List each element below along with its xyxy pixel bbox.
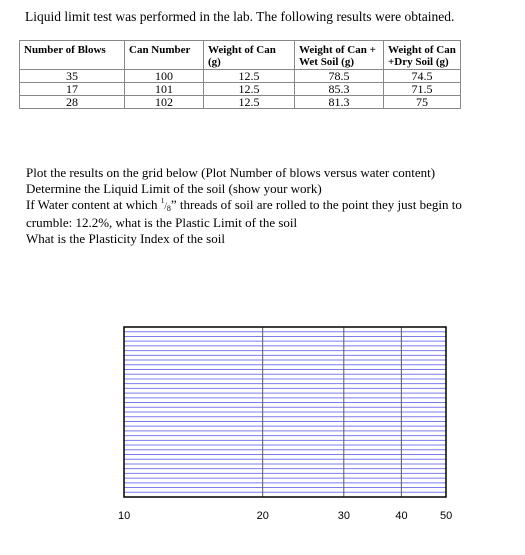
table-cell: 74.5 bbox=[384, 70, 461, 83]
table-cell: 81.3 bbox=[295, 96, 384, 109]
table-cell: 101 bbox=[125, 83, 204, 96]
x-tick-label: 20 bbox=[256, 510, 269, 522]
instruction-plastic-limit-post: ” threads of soil are rolled to the point they just begin to crumble: 12.2%, what is the Plastic Limit of the soil bbox=[26, 197, 462, 230]
fraction-numerator: 1 bbox=[160, 197, 165, 205]
table-cell: 75 bbox=[384, 96, 461, 109]
header-can-number: Can Number bbox=[125, 41, 204, 70]
header-weight-of-can: Weight of Can (g) bbox=[204, 41, 295, 70]
table-cell: 100 bbox=[125, 70, 204, 83]
instruction-plasticity-index: What is the Plasticity Index of the soil bbox=[26, 231, 225, 246]
table-cell: 12.5 bbox=[204, 83, 295, 96]
header-weight-can-wet-soil: Weight of Can + Wet Soil (g) bbox=[295, 41, 384, 70]
intro-text: Liquid limit test was performed in the lab. The following results were obtained. bbox=[25, 9, 455, 24]
instruction-plastic-limit-pre: If Water content at which bbox=[26, 197, 161, 212]
x-tick-label: 10 bbox=[118, 510, 131, 522]
header-number-of-blows: Number of Blows bbox=[20, 41, 125, 70]
fraction-denominator: 8 bbox=[166, 204, 171, 213]
table-cell: 71.5 bbox=[384, 83, 461, 96]
x-tick-label: 30 bbox=[337, 510, 351, 522]
table-cell: 85.3 bbox=[295, 83, 384, 96]
x-tick-label: 50 bbox=[440, 510, 453, 522]
x-tick-label: 40 bbox=[395, 510, 408, 522]
table-cell: 12.5 bbox=[204, 96, 295, 109]
table-cell: 28 bbox=[20, 96, 125, 109]
header-weight-can-dry-soil: Weight of Can +Dry Soil (g) bbox=[384, 41, 461, 70]
table-cell: 17 bbox=[20, 83, 125, 96]
table-cell: 12.5 bbox=[204, 70, 295, 83]
table-cell: 35 bbox=[20, 70, 125, 83]
table-cell: 78.5 bbox=[295, 70, 384, 83]
instruction-liquid-limit: Determine the Liquid Limit of the soil (show your work) bbox=[26, 181, 322, 196]
fraction: $^1$/8 bbox=[160, 197, 171, 213]
instruction-plot: Plot the results on the grid below (Plot Number of blows versus water content) bbox=[26, 165, 436, 180]
table-cell: 102 bbox=[125, 96, 204, 109]
